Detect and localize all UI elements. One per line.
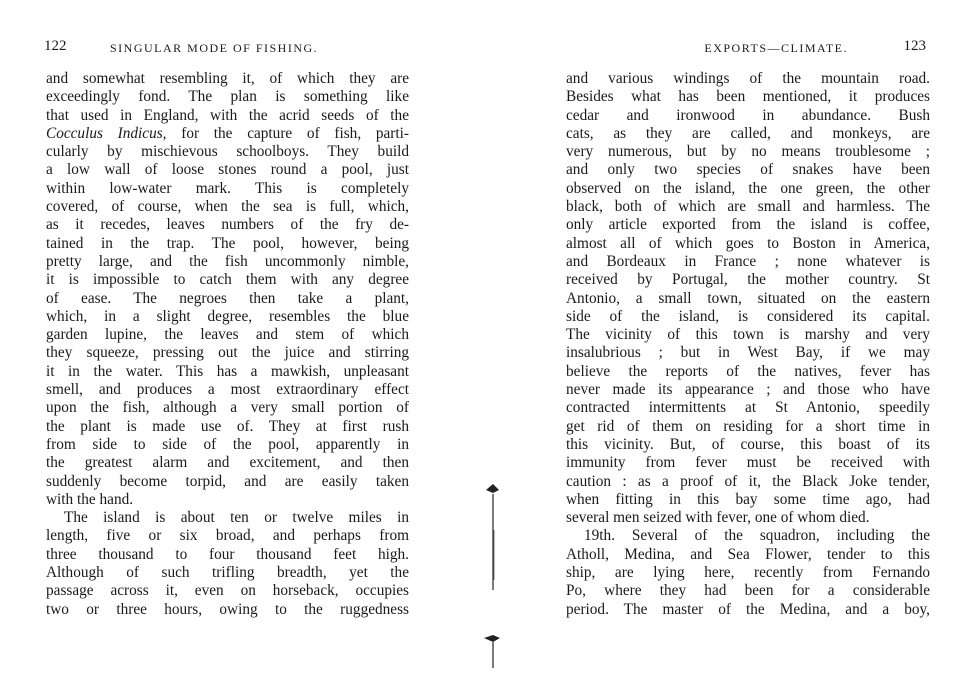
text-line: received by Portugal, the mother country. St	[566, 271, 930, 289]
right-page	[490, 0, 980, 689]
text-line: side of the island, is considered its capital.	[566, 307, 930, 325]
text-line: covered, of course, when the sea is full, which,	[46, 198, 409, 216]
text-line: the plant is made use of. They at first rush	[46, 417, 409, 435]
text-line: with the hand.	[46, 490, 134, 508]
text-line: only article exported from the island is coffee,	[566, 216, 930, 234]
right-page-body	[566, 70, 930, 619]
binding-mark	[484, 635, 500, 642]
text-line: contracted intermittents at St Antonio, speedily	[566, 399, 930, 417]
text-line: a low wall of loose stones round a pool, just	[46, 161, 409, 179]
text-line: of ease. The negroes then take a plant,	[46, 289, 409, 307]
line-text: for the capture of fish, parti-	[166, 124, 409, 142]
text-line: this vicinity. But, of course, this boast of its	[566, 435, 930, 453]
text-line: The island is about ten or twelve miles in	[64, 509, 409, 527]
text-line: Although of such trifling breadth, yet the	[46, 564, 409, 582]
text-line: never made its appearance ; and those who have	[566, 381, 930, 399]
text-line: which, in a slight degree, resembles the blue	[46, 307, 409, 325]
text-line: upon the fish, although a very small portion of	[46, 399, 409, 417]
text-line: Po, where they had been for a considerable	[566, 582, 930, 600]
text-line: smell, and produces a most extraordinary effect	[46, 381, 409, 399]
text-line: Besides what has been mentioned, it produces	[566, 88, 930, 106]
text-line: it in the water. This has a mawkish, unpleasant	[46, 362, 409, 380]
text-line: two or three hours, owing to the ruggedness	[46, 600, 409, 618]
text-line: and only two species of snakes have been	[566, 161, 930, 179]
text-line: cularly by mischievous schoolboys. They build	[46, 143, 409, 161]
text-line: passage across it, even on horseback, occupies	[46, 582, 409, 600]
text-line: almost all of which goes to Boston in America,	[566, 234, 930, 252]
text-line: length, five or six broad, and perhaps from	[46, 527, 409, 545]
left-page-number: 122	[44, 38, 67, 54]
left-page-body	[46, 70, 409, 619]
text-line: as it recedes, leaves numbers of the fry de-	[46, 216, 409, 234]
text-line: they squeeze, pressing out the juice and stirring	[46, 344, 409, 362]
text-line: and various windings of the mountain road.	[566, 70, 930, 87]
text-line: immunity from fever must be received with	[566, 454, 930, 472]
text-line	[46, 125, 409, 143]
binding-mark	[486, 484, 499, 493]
text-line: insalubrious ; but in West Bay, if we may	[566, 344, 930, 362]
text-line: caution : as a proof of it, the Black Joke tender,	[566, 472, 930, 490]
text-line: several men seized with fever, one of whom died.	[566, 509, 870, 527]
gutter-binding-marks	[478, 470, 502, 680]
text-line: garden lupine, the leaves and stem of which	[46, 326, 409, 344]
text-line: the greatest alarm and excitement, and then	[46, 454, 409, 472]
text-line: cedar and ironwood in abundance. Bush	[566, 106, 930, 124]
text-line: black, both of which are small and harmless. The	[566, 198, 930, 216]
text-line: and Bordeaux in France ; none whatever is	[566, 252, 930, 270]
text-line: and somewhat resembling it, of which they are	[46, 70, 409, 87]
right-running-title: EXPORTS—CLIMATE.	[704, 41, 848, 55]
italic-phrase: Cocculus Indicus,	[46, 124, 167, 142]
left-page-header	[44, 40, 410, 60]
text-line: The vicinity of this town is marshy and very	[566, 326, 930, 344]
text-line: cats, as they are called, and monkeys, are	[566, 124, 930, 142]
text-line: Atholl, Medina, and Sea Flower, tender to this	[566, 545, 930, 563]
text-line: 19th. Several of the squadron, including the	[584, 527, 930, 545]
text-line: suddenly become torpid, and are easily taken	[46, 472, 409, 490]
right-page-number: 123	[903, 38, 926, 54]
text-line: three thousand to four thousand feet high.	[46, 545, 409, 563]
text-line: believe the reports of the natives, fever has	[566, 362, 930, 380]
text-line: tained in the trap. The pool, however, being	[46, 234, 409, 252]
text-line: that used in England, with the acrid seeds of the	[46, 106, 409, 124]
right-page-header	[568, 40, 926, 60]
text-line: ship, are lying here, recently from Fernando	[566, 564, 930, 582]
text-line: when fitting in this bay some time ago, had	[566, 490, 930, 508]
text-line: observed on the island, the one green, the other	[566, 179, 930, 197]
text-line: period. The master of the Medina, and a boy,	[566, 600, 930, 618]
text-line: it is impossible to catch them with any degree	[46, 271, 409, 289]
text-line: from side to side of the pool, apparently in	[46, 435, 409, 453]
text-line: pretty large, and the fish uncommonly nimble,	[46, 252, 409, 270]
text-line: Antonio, a small town, situated on the eastern	[566, 289, 930, 307]
text-line: very numerous, but by no means troublesome ;	[566, 143, 930, 161]
text-line: get rid of them on residing for a short time in	[566, 417, 930, 435]
left-running-title: SINGULAR MODE OF FISHING.	[110, 41, 319, 55]
text-line: within low-water mark. This is completely	[46, 179, 409, 197]
text-line: exceedingly fond. The plan is something like	[46, 88, 409, 106]
